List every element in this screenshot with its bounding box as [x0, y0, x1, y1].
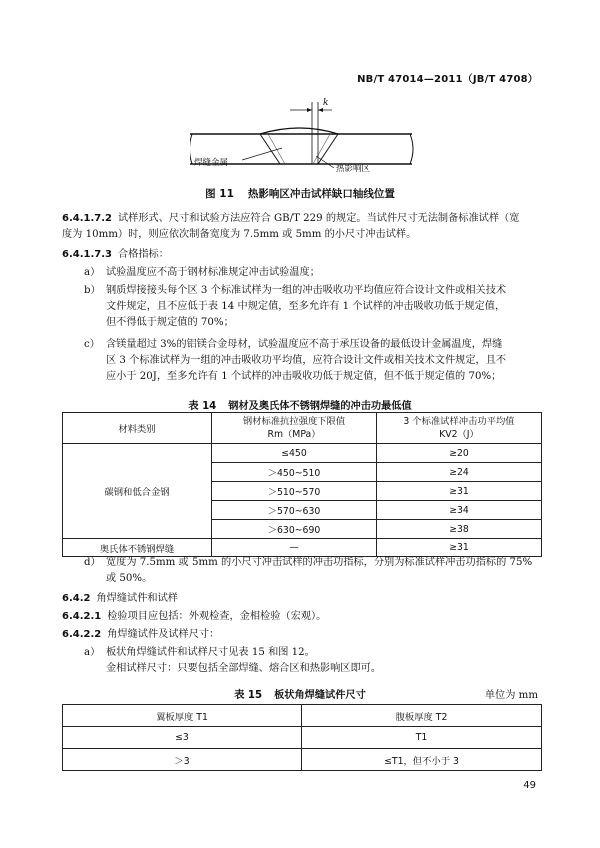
table-row: [63, 444, 542, 463]
table-header-row: [63, 413, 542, 444]
table-caption-number: 表 14: [188, 401, 217, 412]
section-6-4-2: [62, 591, 542, 607]
item-text: 含镁量超过 3%的铝镁合金母材，试验温度应不高于承压设备的最低设计金属温度，焊缝: [106, 339, 503, 350]
table-caption-text: 钢材及奥氏体不锈钢焊缝的冲击功最低值: [228, 401, 412, 412]
item-text: 钢质焊接接头每个区 3 个标准试样为一组的冲击吸收功平均值应符合设计文件或相关技术: [106, 285, 507, 296]
item-text: 板状角焊缝试件和试样尺寸见表 15 和图 12。: [106, 647, 315, 658]
haz-label: 热影响区: [336, 164, 371, 174]
section-number: 6.4.2: [62, 593, 91, 604]
table-cell: ＞3: [63, 749, 302, 771]
table-cell: ≥31: [377, 539, 542, 557]
table-row: [63, 749, 542, 771]
table-cell: ＞630~690: [212, 520, 377, 539]
table-caption-number: 表 15: [234, 690, 263, 701]
section-number: 6.4.2.2: [62, 629, 102, 640]
weld-metal-label: 焊缝金属: [194, 158, 229, 168]
table-cell: ≥38: [377, 520, 542, 539]
table-row: [63, 539, 542, 557]
header-line: 钢材标准抗拉强度下限值: [242, 416, 346, 427]
item-text: 文件规定，且不应低于表 14 中规定值，至多允许有 1 个试样的冲击吸收功低于规定值，: [106, 301, 506, 312]
list-item-c: [84, 337, 544, 385]
table-cell: ≥31: [377, 482, 542, 501]
section-text: 角焊缝试件及试样尺寸：: [107, 629, 220, 640]
header-cell: 翼板厚度 T1: [63, 705, 302, 727]
table-15: [62, 704, 542, 771]
table-cell: ≤450: [212, 444, 377, 463]
section-text: 检验项目应包括：外观检查，金相检验（宏观）。: [107, 611, 327, 622]
table-cell: ≤3: [63, 727, 302, 749]
header-cell: 腹板厚度 T2: [302, 705, 542, 727]
item-text: 或 50%。: [106, 573, 153, 584]
item-text: 宽度为 7.5mm 或 5mm 的小尺寸冲击试样的冲击功指标，分别为标准试样冲击功指标的 75%: [106, 557, 533, 568]
section-6-4-2-2: [62, 627, 542, 643]
group-cell: 碳钢和低合金钢: [63, 444, 212, 539]
item-text: 金相试样尺寸：只要包括全部焊缝、熔合区和热影响区即可。: [106, 663, 382, 674]
list-item-d: [84, 555, 554, 587]
section-title: 合格指标：: [118, 249, 169, 260]
table-cell: ≥24: [377, 463, 542, 482]
table-cell: —: [212, 539, 377, 557]
list-item-a: [84, 265, 544, 281]
section-text-line: 试样形式、尺寸和试验方法应符合 GB/T 229 的规定。当试件尺寸无法制备标准试样（宽: [118, 213, 520, 224]
section-6-4-2-1: [62, 609, 542, 625]
figure-caption-text: 热影响区冲击试样缺口轴线位置: [247, 188, 395, 200]
item-label: b）: [84, 285, 101, 296]
section-number: 6.4.2.1: [62, 611, 102, 622]
section-title: 角焊缝试件和试样: [96, 593, 178, 604]
group-cell: 奥氏体不锈钢焊缝: [63, 539, 212, 557]
header-cell: [377, 413, 542, 444]
item-text: 但不得低于规定值的 70%；: [106, 317, 234, 328]
list-item-b: [84, 283, 544, 331]
section-text-line: 度为 10mm）时，则应依次制备宽度为 7.5mm 或 5mm 的小尺寸冲击试样。: [62, 229, 417, 240]
item-text: 应小于 20J，至多允许有 1 个试样的冲击吸收功低于规定值，但不低于规定值的 70%；: [106, 371, 502, 382]
header-line: 3 个标准试样冲击功平均值: [403, 416, 515, 427]
item-text: 区 3 个标准试样为一组的冲击吸收功平均值，应符合设计文件或相关技术文件规定，且不: [106, 355, 507, 366]
table-cell: ≤T1，但不小于 3: [302, 749, 542, 771]
item-label: a）: [84, 267, 101, 278]
table-cell: ＞450~510: [212, 463, 377, 482]
figure-caption: [0, 186, 600, 201]
table-14-caption: [0, 397, 600, 412]
table-cell: ≥20: [377, 444, 542, 463]
item-text: 试验温度应不高于钢材标准规定冲击试验温度；: [106, 267, 320, 278]
table-14: [62, 412, 542, 557]
table-cell: ＞570~630: [212, 501, 377, 520]
standard-header: NB/T 47014—2011（JB/T 4708）: [357, 74, 538, 85]
figure-caption-number: 图 11: [205, 188, 234, 200]
table-header-row: [63, 705, 542, 727]
header-cell: [212, 413, 377, 444]
k-label: k: [323, 98, 329, 108]
item-label: a）: [84, 647, 101, 658]
section-6-4-1-7-3: [62, 247, 542, 263]
table-caption-text: 板状角焊缝试件尺寸: [274, 690, 366, 701]
table-cell: ≥34: [377, 501, 542, 520]
section-number: 6.4.1.7.2: [62, 213, 112, 224]
unit-note: 单位为 mm: [484, 690, 538, 701]
item-label: d）: [84, 557, 101, 568]
header-line: KV2（J）: [439, 429, 479, 440]
table-cell: ＞510~570: [212, 482, 377, 501]
list-item-2a: [84, 645, 544, 677]
table-row: [63, 727, 542, 749]
figure-11: [190, 98, 420, 188]
table-cell: T1: [302, 727, 542, 749]
section-number: 6.4.1.7.3: [62, 249, 112, 260]
header-cell: 材料类别: [63, 413, 212, 444]
page-number: 49: [523, 780, 536, 791]
header-line: Rm（MPa）: [267, 429, 321, 440]
section-6-4-1-7-2: [62, 211, 542, 243]
item-label: c）: [84, 339, 100, 350]
weld-diagram: [190, 98, 420, 188]
